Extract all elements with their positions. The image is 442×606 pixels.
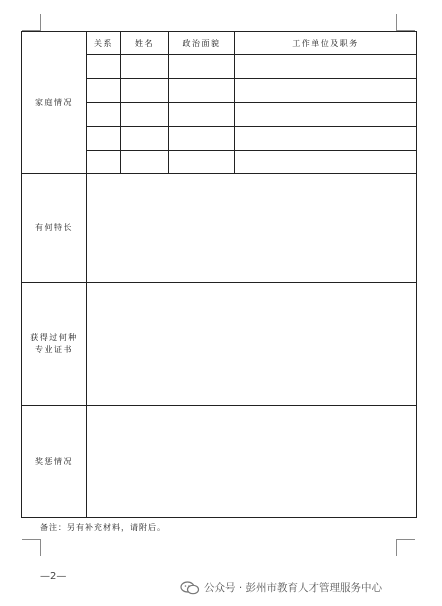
- family-cell-political-status[interactable]: [169, 55, 235, 79]
- certificates-field[interactable]: [87, 283, 417, 406]
- certificates-label-line1: 获得过何种: [30, 333, 78, 342]
- family-cell-relation[interactable]: [87, 151, 121, 174]
- specialty-row: [22, 174, 417, 283]
- family-cell-name[interactable]: [121, 151, 169, 174]
- family-cell-name[interactable]: [121, 127, 169, 151]
- crop-mark-top-left: [22, 14, 41, 31]
- family-cell-workplace[interactable]: [235, 55, 417, 79]
- footnote: 备注：另有补充材料，请附后。: [40, 523, 166, 532]
- page-number: —2—: [40, 571, 67, 582]
- awards-field[interactable]: [87, 406, 417, 518]
- family-cell-relation[interactable]: [87, 55, 121, 79]
- header-relation: 关系: [87, 32, 121, 55]
- family-cell-workplace[interactable]: [235, 103, 417, 127]
- family-cell-name[interactable]: [121, 79, 169, 103]
- family-cell-name[interactable]: [121, 55, 169, 79]
- specialty-label: 有何特长: [22, 174, 87, 283]
- family-section-label: 家庭情况: [22, 32, 87, 174]
- family-header-row: [22, 32, 417, 55]
- certificates-label: [22, 283, 87, 406]
- awards-row: [22, 406, 417, 518]
- family-cell-political-status[interactable]: [169, 103, 235, 127]
- family-cell-workplace[interactable]: [235, 79, 417, 103]
- header-political-status: 政治面貌: [169, 32, 235, 55]
- family-cell-relation[interactable]: [87, 79, 121, 103]
- crop-mark-bottom-left: [22, 539, 41, 556]
- family-cell-political-status[interactable]: [169, 127, 235, 151]
- certificates-row: [22, 283, 417, 406]
- family-cell-relation[interactable]: [87, 127, 121, 151]
- wechat-icon: [180, 581, 200, 595]
- family-cell-relation[interactable]: [87, 103, 121, 127]
- family-cell-name[interactable]: [121, 103, 169, 127]
- wechat-watermark: [180, 580, 382, 595]
- awards-label: 奖惩情况: [22, 406, 87, 518]
- registration-form-table: [21, 31, 417, 518]
- certificates-label-line2: 专业证书: [35, 345, 73, 354]
- crop-mark-top-right: [396, 14, 415, 31]
- header-workplace-position: 工作单位及职务: [235, 32, 417, 55]
- specialty-field[interactable]: [87, 174, 417, 283]
- header-name: 姓名: [121, 32, 169, 55]
- crop-mark-bottom-right: [396, 539, 415, 556]
- family-cell-political-status[interactable]: [169, 79, 235, 103]
- watermark-text: 公众号 · 彭州市教育人才管理服务中心: [204, 582, 383, 594]
- family-cell-workplace[interactable]: [235, 151, 417, 174]
- family-cell-workplace[interactable]: [235, 127, 417, 151]
- family-cell-political-status[interactable]: [169, 151, 235, 174]
